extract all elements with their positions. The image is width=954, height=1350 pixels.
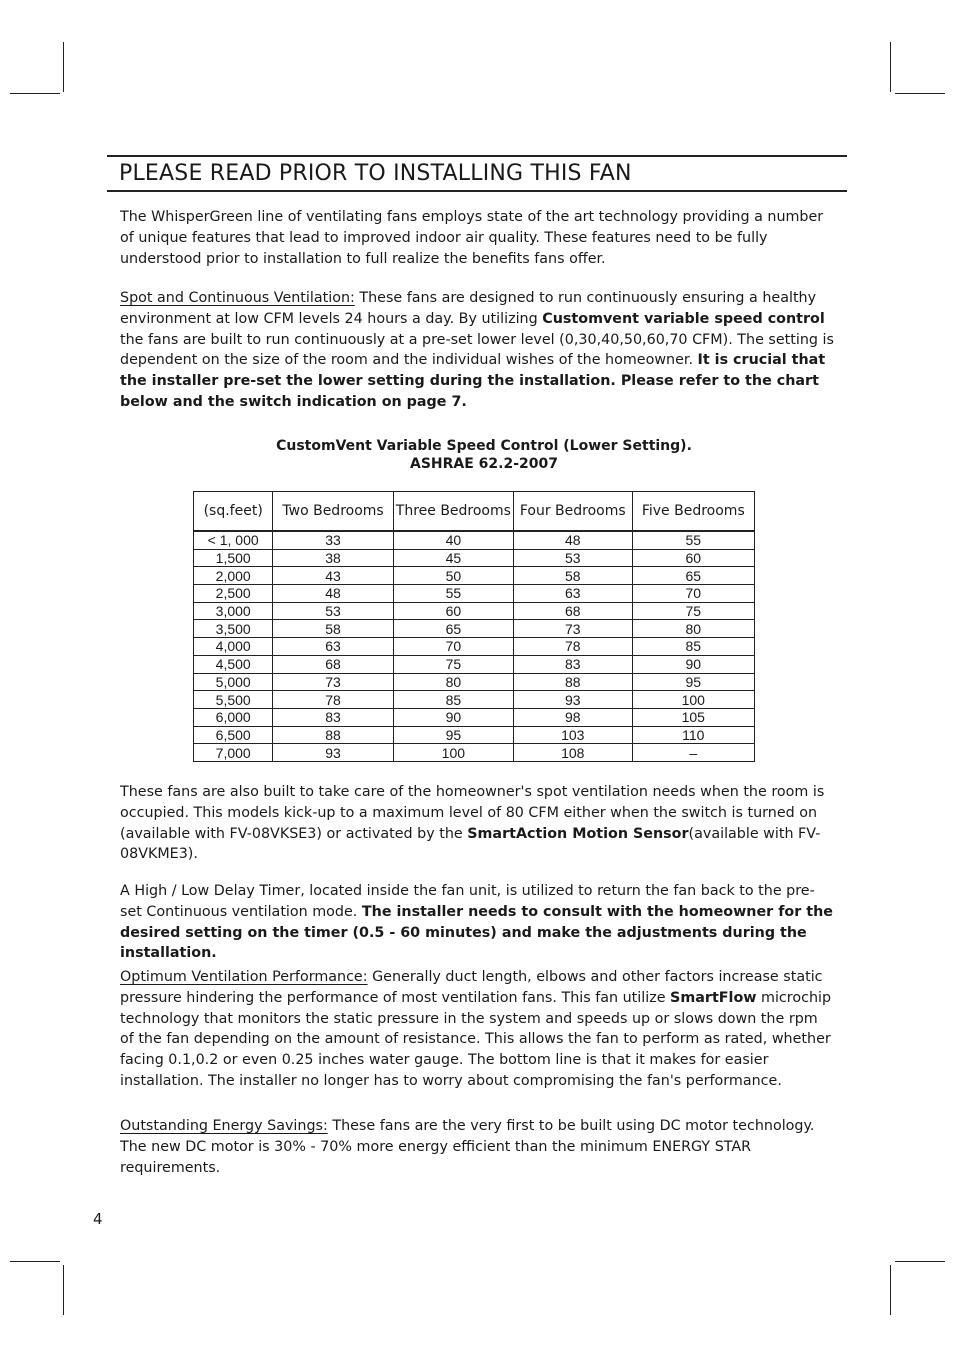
table-cell: 5,500 (194, 691, 273, 709)
table-cell: 7,000 (194, 744, 273, 762)
page-title: PLEASE READ PRIOR TO INSTALLING THIS FAN (119, 161, 632, 186)
optimum-text-1: Generally duct length, elbows and other factors increase static pressure hindering the performance of most ventilation fans. This fan utilize (120, 969, 823, 1006)
table-cell: 6,000 (194, 708, 273, 726)
table-header-cell: Five Bedrooms (632, 492, 754, 532)
table-cell: 95 (393, 726, 513, 744)
table-cell: 38 (273, 549, 393, 567)
table-cell: 93 (513, 691, 632, 709)
table-cell: 68 (513, 602, 632, 620)
table-cell: 43 (273, 567, 393, 585)
table-cell: 4,500 (194, 655, 273, 673)
table-header-cell: Three Bedrooms (393, 492, 513, 532)
table-cell: 53 (273, 602, 393, 620)
table-cell: 63 (273, 638, 393, 656)
table-row (194, 638, 755, 656)
table-cell: 4,000 (194, 638, 273, 656)
table-cell: 3,500 (194, 620, 273, 638)
table-cell: 83 (273, 708, 393, 726)
table-cell: 85 (632, 638, 754, 656)
table-cell: 48 (273, 585, 393, 603)
energy-text: These fans are the very first to be built using DC motor technology. The new DC motor is 30% - 70% more energy efficient than the minimum ENERGY STAR requirements. (120, 1118, 815, 1176)
table-cell: 65 (632, 567, 754, 585)
table-cell: 75 (632, 602, 754, 620)
crop-mark (63, 42, 64, 92)
table-row (194, 531, 755, 549)
table-cell: 78 (513, 638, 632, 656)
table-cell: 33 (273, 531, 393, 549)
crop-mark (63, 1265, 64, 1315)
table-cell: 88 (273, 726, 393, 744)
table-cell: 108 (513, 744, 632, 762)
spot2-text-1: These fans are also built to take care of the homeowner's spot ventilation needs when the room is occupied. This models kick-up to a maximum level of 80 CFM either when the switch is turned on (available with FV-08VKSE3) or activated by the (120, 784, 825, 842)
table-cell: 93 (273, 744, 393, 762)
table-header-cell: Two Bedrooms (273, 492, 393, 532)
table-caption (194, 437, 774, 473)
timer-important-note: The installer needs to consult with the homeowner for the desired setting on the timer (0.5 - 60 minutes) and make the adjustments during the installation. (120, 903, 833, 962)
table-cell: 3,000 (194, 602, 273, 620)
table-cell: 2,000 (194, 567, 273, 585)
optimum-performance-paragraph (120, 967, 835, 1092)
table-row (194, 567, 755, 585)
table-row (194, 549, 755, 567)
table-row (194, 655, 755, 673)
page-number: 4 (93, 1210, 103, 1228)
crop-mark (890, 1265, 891, 1315)
table-cell: 6,500 (194, 726, 273, 744)
table-cell: 53 (513, 549, 632, 567)
table-cell: 80 (393, 673, 513, 691)
spot-text-2: the fans are built to run continuously at a pre-set lower level (0,30,40,50,60,70 CFM). The setting is dependent on the size of the room and the individual wishes of the homeowner. (120, 331, 834, 369)
spot-text-1: These fans are designed to run continuously ensuring a healthy environment at low CFM levels 24 hours a day. By utilizing (120, 290, 817, 327)
table-cell: 50 (393, 567, 513, 585)
table-cell: 90 (632, 655, 754, 673)
table-row (194, 620, 755, 638)
table-cell: 73 (513, 620, 632, 638)
table-header-cell: (sq.feet) (194, 492, 273, 532)
spot-important-note: It is crucial that the installer pre-set the lower setting during the installation. Please refer to the chart below and the switch indication on page 7. (120, 352, 826, 410)
optimum-performance-heading: Optimum Ventilation Performance: (120, 969, 368, 985)
table-cell: 63 (513, 585, 632, 603)
table-cell: 60 (393, 602, 513, 620)
table-cell: 1,500 (194, 549, 273, 567)
table-cell: 78 (273, 691, 393, 709)
table-cell: 55 (393, 585, 513, 603)
table-cell: 70 (632, 585, 754, 603)
crop-mark (890, 42, 891, 92)
smartflow-name: SmartFlow (670, 989, 757, 1006)
table-row (194, 602, 755, 620)
table-header-row (194, 492, 755, 532)
table-cell: 105 (632, 708, 754, 726)
table-cell: 95 (632, 673, 754, 691)
table-cell: 45 (393, 549, 513, 567)
table-cell: 2,500 (194, 585, 273, 603)
table-cell: 100 (393, 744, 513, 762)
table-cell: 100 (632, 691, 754, 709)
table-row (194, 726, 755, 744)
table-caption-standard: ASHRAE 62.2-2007 (409, 456, 558, 472)
crop-mark (895, 1261, 945, 1262)
table-cell: 75 (393, 655, 513, 673)
crop-mark (10, 1261, 60, 1262)
table-caption-title: CustomVent Variable Speed Control (Lower Setting). (276, 438, 692, 454)
cfm-table (193, 491, 755, 762)
crop-mark (895, 93, 945, 94)
table-cell: 85 (393, 691, 513, 709)
table-row (194, 744, 755, 762)
table-cell: 65 (393, 620, 513, 638)
energy-savings-heading: Outstanding Energy Savings: (120, 1118, 328, 1134)
table-cell: 83 (513, 655, 632, 673)
table-cell: 55 (632, 531, 754, 549)
table-cell: 40 (393, 531, 513, 549)
table-cell: 5,000 (194, 673, 273, 691)
table-cell: – (632, 744, 754, 762)
table-cell: < 1, 000 (194, 531, 273, 549)
table-cell: 103 (513, 726, 632, 744)
energy-savings-paragraph (120, 1116, 835, 1178)
table-header-cell: Four Bedrooms (513, 492, 632, 532)
crop-mark (10, 93, 60, 94)
table-cell: 60 (632, 549, 754, 567)
table-cell: 48 (513, 531, 632, 549)
table-cell: 58 (513, 567, 632, 585)
table-body (194, 531, 755, 761)
delay-timer-paragraph (120, 881, 835, 964)
table-row (194, 673, 755, 691)
intro-paragraph: The WhisperGreen line of ventilating fans employs state of the art technology providing a number of unique features that lead to improved indoor air quality. These features need to be fully understood prior to installation to full realize the benefits fans offer. (120, 209, 824, 267)
motion-sensor-name: SmartAction Motion Sensor (467, 825, 689, 842)
table-cell: 90 (393, 708, 513, 726)
title-bar (107, 155, 847, 192)
table-row (194, 585, 755, 603)
table-cell: 110 (632, 726, 754, 744)
timer-text: A High / Low Delay Timer, located inside the fan unit, is utilized to return the fan back to the pre-set Continuous ventilation mode. (120, 883, 815, 920)
spot-ventilation-heading: Spot and Continuous Ventilation: (120, 290, 355, 306)
table-cell: 58 (273, 620, 393, 638)
table-cell: 80 (632, 620, 754, 638)
table-cell: 88 (513, 673, 632, 691)
table-cell: 73 (273, 673, 393, 691)
table-cell: 98 (513, 708, 632, 726)
spot2-text-2: (available with FV-08VKME3). (120, 825, 821, 863)
table-row (194, 708, 755, 726)
table-cell: 68 (273, 655, 393, 673)
customvent-product-name: Customvent variable speed control (542, 310, 825, 327)
spot-ventilation-paragraph (120, 288, 835, 413)
optimum-text-2: microchip technology that monitors the static pressure in the system and speeds up or slows down the rpm of the fan depending on the amount of resistance. This allows the fan to perform as rated, whether facing 0.1,0.2 or even 0.25 inches water gauge. The bottom line is that it makes for easier installation. The installer no longer has to worry about compromising the fan's performance. (120, 989, 832, 1089)
table-row (194, 691, 755, 709)
table-cell: 70 (393, 638, 513, 656)
spot-ventilation-paragraph-2 (120, 782, 835, 865)
